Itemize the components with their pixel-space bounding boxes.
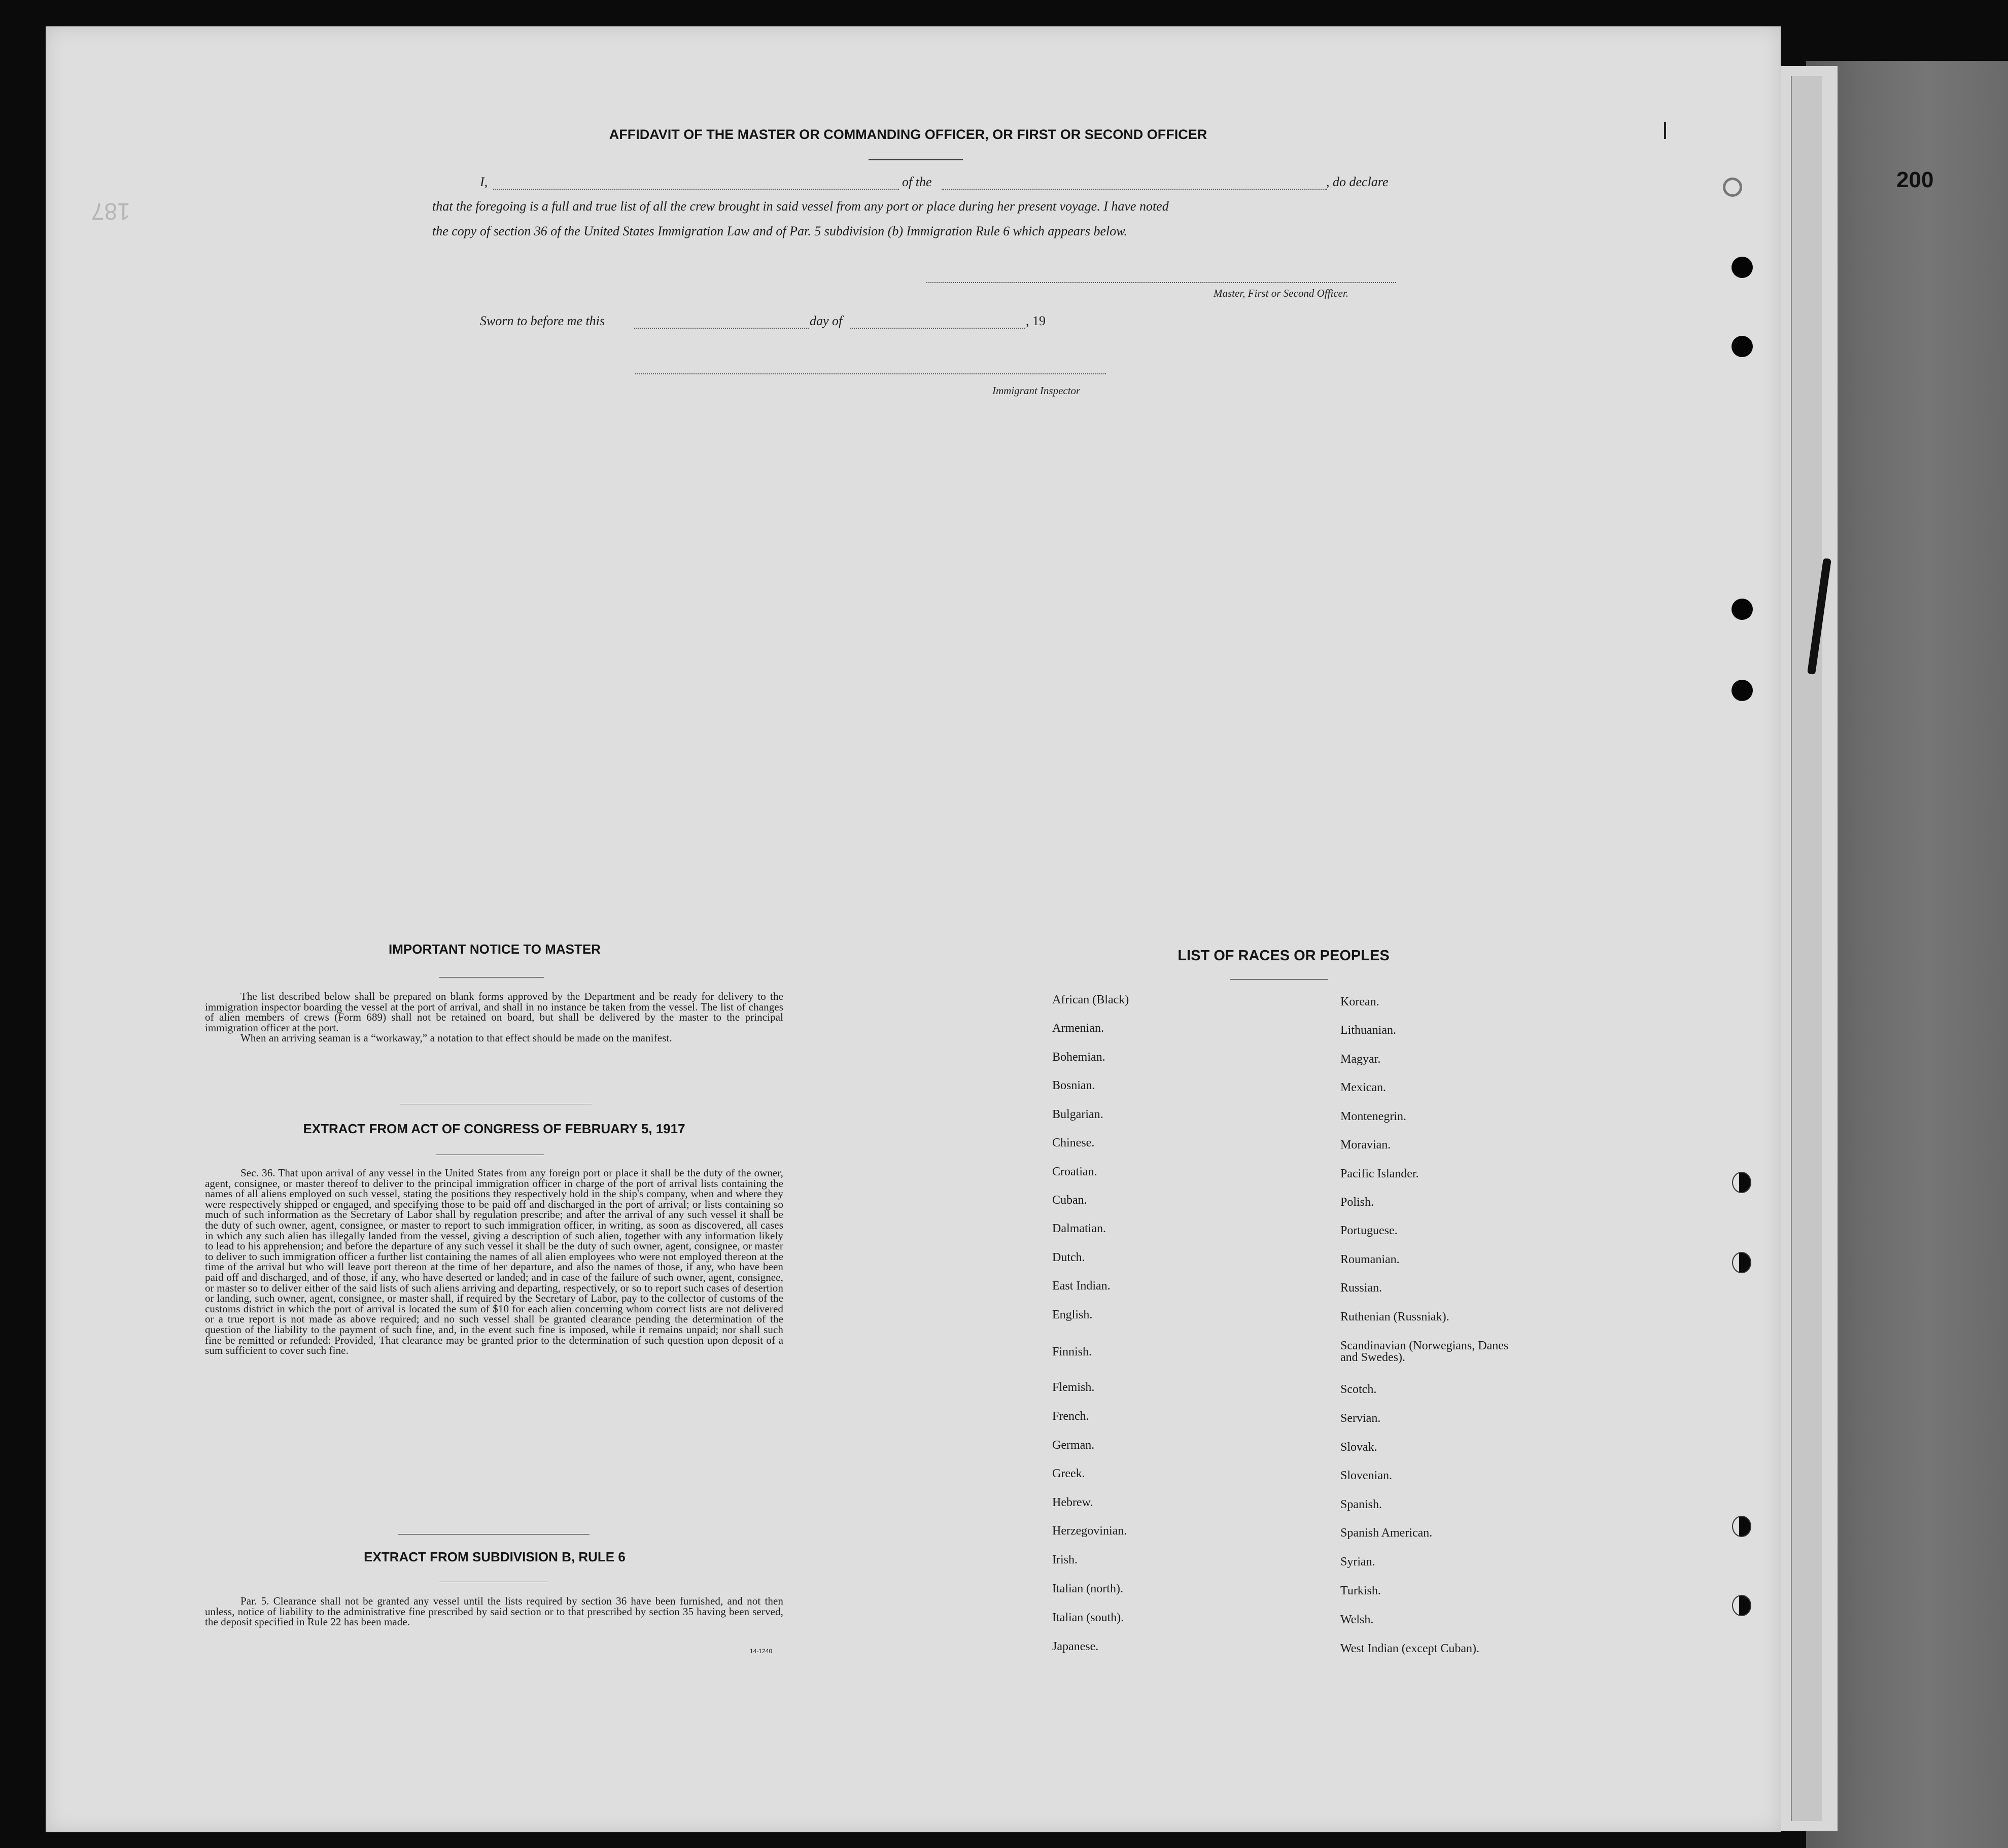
race-item: Bulgarian.	[1052, 1108, 1103, 1121]
name-blank	[493, 189, 899, 190]
underlying-sheet-edge	[1791, 76, 1822, 1821]
rule-extract-paragraph: Par. 5. Clearance shall not be granted any vessel until the lists required by section 36 have been furnished, and not then unless, notice of liability to the administrative fine prescribed by said section or to that prescribed by section 35 having been served, the deposit specified in Rule 22 has been made.	[205, 1595, 783, 1628]
punch-hole-icon	[1732, 1172, 1751, 1193]
punch-hole-icon	[1723, 178, 1742, 197]
race-item: Slovak.	[1340, 1441, 1377, 1454]
inspector-signature-blank	[635, 373, 1106, 374]
year-label: , 19	[1026, 313, 1046, 328]
act-extract-paragraph: Sec. 36. That upon arrival of any vessel in the United States from any foreign port or place it shall be the duty of the owner, agent, consignee, or master thereof to deliver to the principal immigration officer in charge of the port of arrival lists containing the names of all aliens employed on such vessel, stating the positions they respectively hold in the ship's company, when and where they were respectively shipped or engaged, and specifying those to be paid off and discharged in the port of arrival; or lists containing so much of such information as the Secretary of Labor shall by regulation prescribe; and after the arrival of any such vessel it shall be the duty of such owner, agent, consignee, or master to report to such immigration officer, in writing, as soon as discovered, all cases in which any such alien has illegally landed from the vessel, giving a description of such alien, together with any information likely to lead to his apprehension; and before the departure of any such vessel it shall be the duty of such owner, agent, consignee, or master to deliver to such immigration officer a further list containing the names of all alien employees who were not employed thereon at the time of the arrival but who will leave port thereon at the time of her departure, and also the names of those, if any, who have been paid off and discharged, and of those, if any, who have deserted or landed; and in case of the failure of such owner, agent, consignee, or master so to deliver either of the said lists of such aliens arriving and departing, respectively, or so to report such cases of desertion or landing, such owner, agent, consignee, or master shall, if required by the Secretary of Labor, pay to the collector of customs of the customs district in which the port of arrival is located the sum of $10 for each alien concerning whom correct lists are not delivered or a true report is not made as above required; and no such vessel shall be granted clearance pending the determination of the question of the liability to the payment of such fine, and, in the event such fine is imposed, while it remains unpaid; nor shall such fine be remitted or refunded: Provided, That clearance may be granted prior to the determination of such question upon deposit of a sum sufficient to cover such fine.	[205, 1167, 783, 1357]
sworn-label: Sworn to before me this	[480, 313, 605, 328]
race-item: Montenegrin.	[1340, 1110, 1406, 1123]
race-item: Turkish.	[1340, 1584, 1381, 1597]
race-item: Dutch.	[1052, 1251, 1085, 1264]
divider	[439, 977, 544, 978]
race-item: Polish.	[1340, 1196, 1374, 1209]
act-extract-title: EXTRACT FROM ACT OF CONGRESS OF FEBRUARY 5, 1917	[303, 1121, 685, 1136]
race-item: African (Black)	[1052, 993, 1129, 1006]
page-number: 200	[1896, 167, 1934, 192]
punch-hole-icon	[1732, 1516, 1751, 1537]
race-item: Roumanian.	[1340, 1253, 1400, 1266]
affidavit-title: AFFIDAVIT OF THE MASTER OR COMMANDING OFFICER, OR FIRST OR SECOND OFFICER	[609, 127, 1207, 142]
race-item: Korean.	[1340, 995, 1379, 1008]
notice-title: IMPORTANT NOTICE TO MASTER	[389, 942, 601, 957]
race-item: Russian.	[1340, 1281, 1382, 1295]
divider	[398, 1534, 590, 1535]
race-item: Spanish American.	[1340, 1526, 1433, 1540]
race-item: Spanish.	[1340, 1498, 1382, 1511]
affidavit-do-declare-label: , do declare	[1326, 175, 1389, 189]
affidavit-line-2: that the foregoing is a full and true list of all the crew brought in said vessel from any port or place during her present voyage. I have noted	[432, 199, 1169, 214]
race-item: Moravian.	[1340, 1138, 1391, 1152]
race-item: Servian.	[1340, 1412, 1381, 1425]
punch-hole-icon	[1732, 336, 1753, 357]
sworn-month-blank	[850, 328, 1025, 329]
race-item: Greek.	[1052, 1467, 1085, 1480]
punch-hole-icon	[1732, 1252, 1751, 1273]
races-title: LIST OF RACES OR PEOPLES	[1178, 948, 1390, 964]
race-item: Mexican.	[1340, 1081, 1386, 1094]
race-item: Scandinavian (Norwegians, Danes and Swedes).	[1340, 1339, 1509, 1364]
race-item: Italian (south).	[1052, 1611, 1124, 1624]
race-item: Magyar.	[1340, 1053, 1381, 1066]
race-item: French.	[1052, 1410, 1089, 1423]
divider	[869, 159, 963, 160]
race-item: Bosnian.	[1052, 1079, 1095, 1092]
race-item: Herzegovinian.	[1052, 1524, 1127, 1538]
rule-extract-text	[205, 1596, 783, 1627]
race-item: Pacific Islander.	[1340, 1167, 1419, 1180]
faint-stamp-number: 187	[91, 198, 130, 225]
race-item: Slovenian.	[1340, 1469, 1392, 1482]
race-item: Portuguese.	[1340, 1224, 1398, 1237]
notice-paragraph-1: The list described below shall be prepared on blank forms approved by the Department and be ready for delivery to the immigration inspector boarding the vessel at the port of arrival, and shall in no instance be taken from the vessel. The list of changes of alien members of crews (Form 689) shall not be retained on board, but shall be delivered by the master to the principal immigration officer at the port.	[205, 990, 783, 1034]
race-item: Italian (north).	[1052, 1582, 1123, 1595]
form-number: 14-1240	[750, 1648, 773, 1655]
master-signature-label: Master, First or Second Officer.	[1214, 287, 1348, 299]
punch-hole-icon	[1732, 599, 1753, 620]
notice-paragraph-2: When an arriving seaman is a “workaway,” a notation to that effect should be made on the manifest.	[240, 1032, 672, 1044]
race-item: Cuban.	[1052, 1194, 1087, 1207]
master-signature-blank	[926, 282, 1396, 283]
notice-text	[205, 991, 783, 1043]
margin-tick	[1664, 122, 1666, 139]
race-item: Chinese.	[1052, 1136, 1095, 1149]
race-item: Dalmatian.	[1052, 1222, 1106, 1235]
affidavit-i-label: I,	[480, 175, 488, 189]
race-item: West Indian (except Cuban).	[1340, 1642, 1479, 1655]
affidavit-line-3: the copy of section 36 of the United States Immigration Law and of Par. 5 subdivision (b) Immigration Rule 6 which appears below.	[432, 224, 1128, 238]
race-item: Scotch.	[1340, 1383, 1377, 1396]
race-item: English.	[1052, 1308, 1093, 1321]
day-of-label: day of	[810, 313, 843, 328]
inspector-signature-label: Immigrant Inspector	[992, 385, 1081, 397]
race-item: Finnish.	[1052, 1345, 1092, 1358]
race-item: Hebrew.	[1052, 1496, 1093, 1509]
race-item: Japanese.	[1052, 1640, 1099, 1653]
race-item: Lithuanian.	[1340, 1024, 1396, 1037]
rule-extract-title: EXTRACT FROM SUBDIVISION B, RULE 6	[364, 1549, 626, 1564]
vessel-blank	[942, 189, 1327, 190]
race-item: Irish.	[1052, 1553, 1078, 1566]
race-item: Croatian.	[1052, 1165, 1097, 1178]
race-item: Flemish.	[1052, 1381, 1095, 1394]
race-item: Armenian.	[1052, 1022, 1104, 1035]
race-item: Welsh.	[1340, 1613, 1374, 1626]
act-extract-text	[205, 1168, 783, 1356]
race-item: Syrian.	[1340, 1555, 1375, 1568]
divider	[1230, 979, 1328, 980]
race-item: Bohemian.	[1052, 1051, 1105, 1064]
punch-hole-icon	[1732, 680, 1753, 701]
affidavit-of-the-label: of the	[902, 175, 932, 189]
race-item: German.	[1052, 1439, 1095, 1452]
punch-hole-icon	[1732, 1595, 1751, 1616]
punch-hole-icon	[1732, 257, 1753, 278]
race-item: East Indian.	[1052, 1279, 1111, 1293]
sworn-day-blank	[634, 328, 809, 329]
race-item: Ruthenian (Russniak).	[1340, 1310, 1449, 1323]
